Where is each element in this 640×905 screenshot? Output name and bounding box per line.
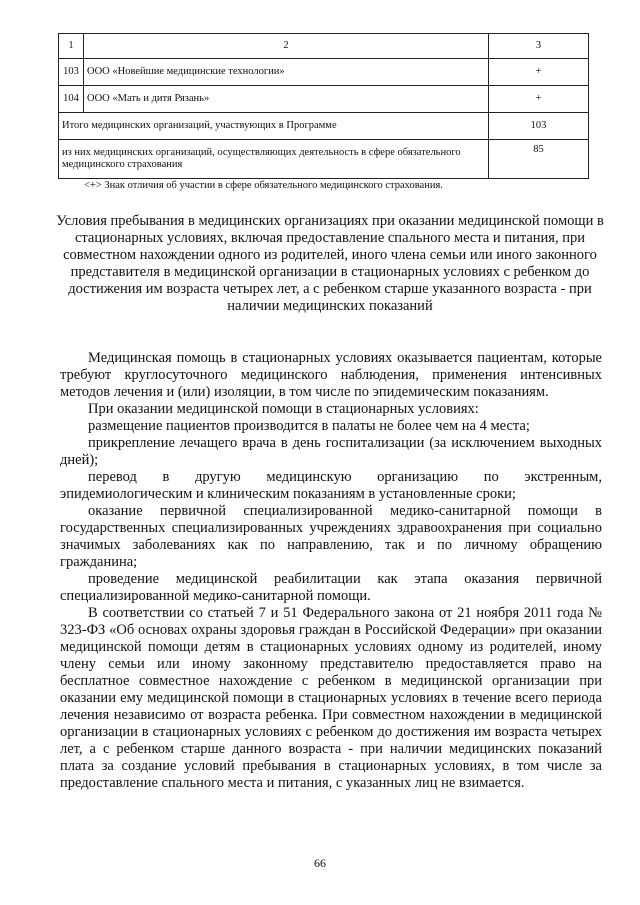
section-heading: Условия пребывания в медицинских организациях при оказании медицинской помощи в стационарных условиях, включая предоставление спального места и питания, при совместном нахождении одного из родителей, иного члена семьи или иного законного представителя в медицинской организации в стационарных условиях с ребенком до достижения им возраста четырех лет, а с ребенком старше указанного возраста - при наличии медицинских показаний [56,213,604,314]
organization-name: ООО «Новейшие медицинские технологии» [84,59,489,86]
row-number: 103 [59,59,84,86]
total-label: Итого медицинских организаций, участвующих в Программе [59,113,489,140]
row-number: 104 [59,86,84,113]
table-row [59,59,589,86]
oms-mark: + [489,86,589,113]
organization-name: ООО «Мать и дитя Рязань» [84,86,489,113]
oms-mark: + [489,59,589,86]
column-header: 3 [489,34,589,59]
paragraph: размещение пациентов производится в палаты не более чем на 4 места; [88,418,530,434]
paragraph: прикрепление лечащего врача в день госпитализации (за исключением выходных дней); [60,435,602,468]
body-text [60,350,602,792]
paragraph: В соответствии со статьей 7 и 51 Федерального закона от 21 ноября 2011 года № 323-ФЗ «Об основах охраны здоровья граждан в Российской Федерации» при оказании медицинской помощи детям в стационарных условиях одному из родителей, иному члену семьи или иному законному представителю предоставляется право на бесплатное совместное нахождение с ребенком в медицинской организации при оказании ему медицинской помощи в стационарных условиях в течение всего периода лечения независимо от возраста ребенка. При совместном нахождении в медицинской организации в стационарных условиях с ребенком до достижения им возраста четырех лет, а с ребенком старше данного возраста - при наличии медицинских показаний плата за создание условий пребывания в стационарных условиях, в том числе за предоставление спального места и питания, с указанных лиц не взимается. [60,605,602,791]
organizations-table [58,33,589,179]
paragraph: перевод в другую медицинскую организацию по экстренным, эпидемиологическим и клиническим показаниям в установленные сроки; [60,469,602,502]
total-row [59,113,589,140]
oms-total-row [59,140,589,179]
paragraph: При оказании медицинской помощи в стационарных условиях: [88,401,479,417]
footnote: <+> Знак отличия об участии в сфере обязательного медицинского страхования. [84,180,443,191]
table-row [59,86,589,113]
page-number: 66 [314,856,326,870]
paragraph: Медицинская помощь в стационарных условиях оказывается пациентам, которые требуют круглосуточного медицинского наблюдения, применения интенсивных методов лечения и (или) изоляции, в том числе по эпидемическим показаниям. [60,350,602,400]
total-value: 103 [489,113,589,140]
oms-total-value: 85 [489,140,589,179]
paragraph: проведение медицинской реабилитации как этапа оказания первичной специализированной медико-санитарной помощи. [60,571,602,604]
column-header: 1 [59,34,84,59]
table-header-row [59,34,589,59]
column-header: 2 [84,34,489,59]
oms-total-label: из них медицинских организаций, осуществляющих деятельность в сфере обязательного медицинского страхования [59,140,489,179]
paragraph: оказание первичной специализированной медико-санитарной помощи в государственных специализированных учреждениях здравоохранения при социально значимых заболеваниях как по направлению, так и по личному обращению гражданина; [60,503,602,570]
